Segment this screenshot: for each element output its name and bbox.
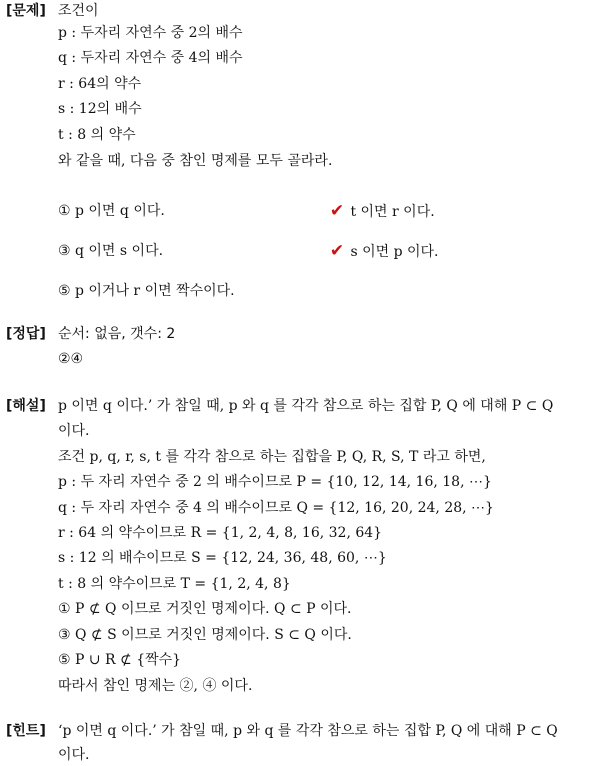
explanation-line: ① P ⊄ Q 이므로 거짓인 명제이다. Q ⊂ P 이다.	[58, 601, 352, 617]
explanation-line: 따라서 참인 명제는 ②, ④ 이다.	[58, 678, 253, 694]
choice-2-text: t 이면 r 이다.	[350, 204, 435, 220]
choice-1: ① p 이면 q 이다.	[58, 203, 165, 219]
answer-value: ②④	[58, 351, 84, 367]
explanation-line: r : 64 의 약수이므로 R = {1, 2, 4, 8, 16, 32, 64}	[58, 525, 383, 541]
choice-2	[328, 200, 588, 223]
problem-tag: [문제]	[6, 3, 46, 19]
explanation-line: t : 8 의 약수이므로 T = {1, 2, 4, 8}	[58, 576, 291, 592]
problem-line: p : 두자리 자연수 중 2의 배수	[58, 25, 243, 41]
answer-meta: 순서: 없음, 갯수: 2	[58, 326, 176, 342]
explanation-line: s : 12 의 배수이므로 S = {12, 24, 36, 48, 60, ⋯}	[58, 550, 387, 566]
problem-line: r : 64의 약수	[58, 76, 142, 92]
explanation-tag: [해설]	[6, 398, 46, 414]
choice-3: ③ q 이면 s 이다.	[58, 243, 164, 259]
explanation-line: 조건 p, q, r, s, t 를 각각 참으로 하는 집합을 P, Q, R, S, T 라고 하면,	[58, 449, 486, 465]
problem-line: 와 같을 때, 다음 중 참인 명제를 모두 골라라.	[58, 153, 333, 169]
explanation-line: ③ Q ⊄ S 이므로 거짓인 명제이다. S ⊂ Q 이다.	[58, 627, 352, 643]
check-mark-icon: ✔	[329, 201, 345, 221]
problem-line: s : 12의 배수	[58, 101, 142, 117]
choice-4	[328, 240, 588, 263]
choice-4-text: s 이면 p 이다.	[350, 244, 439, 260]
explanation-line: ⑤ P ∪ R ⊄ {짝수}	[58, 652, 182, 668]
problem-line: q : 두자리 자연수 중 4의 배수	[58, 50, 243, 66]
problem-line: t : 8 의 약수	[58, 127, 136, 143]
explanation-line: 이다.	[58, 423, 90, 439]
choice-5: ⑤ p 이거나 r 이면 짝수이다.	[58, 283, 235, 299]
check-mark-icon: ✔	[329, 241, 345, 261]
hint-tag: [힌트]	[6, 723, 46, 739]
answer-tag: [정답]	[6, 326, 46, 342]
explanation-line: p 이면 q 이다.’ 가 참일 때, p 와 q 를 각각 참으로 하는 집합 P, Q 에 대해 P ⊂ Q	[58, 398, 554, 414]
explanation-line: q : 두 자리 자연수 중 4 의 배수이므로 Q = {12, 16, 20, 24, 28, ⋯}	[58, 500, 494, 516]
hint-line: 이다.	[58, 747, 90, 763]
hint-line: ‘p 이면 q 이다.’ 가 참일 때, p 와 q 를 각각 참으로 하는 집합 P, Q 에 대해 P ⊂ Q	[58, 723, 558, 739]
explanation-line: p : 두 자리 자연수 중 2 의 배수이므로 P = {10, 12, 14, 16, 18, ⋯}	[58, 474, 492, 490]
problem-line: 조건이	[58, 3, 99, 19]
